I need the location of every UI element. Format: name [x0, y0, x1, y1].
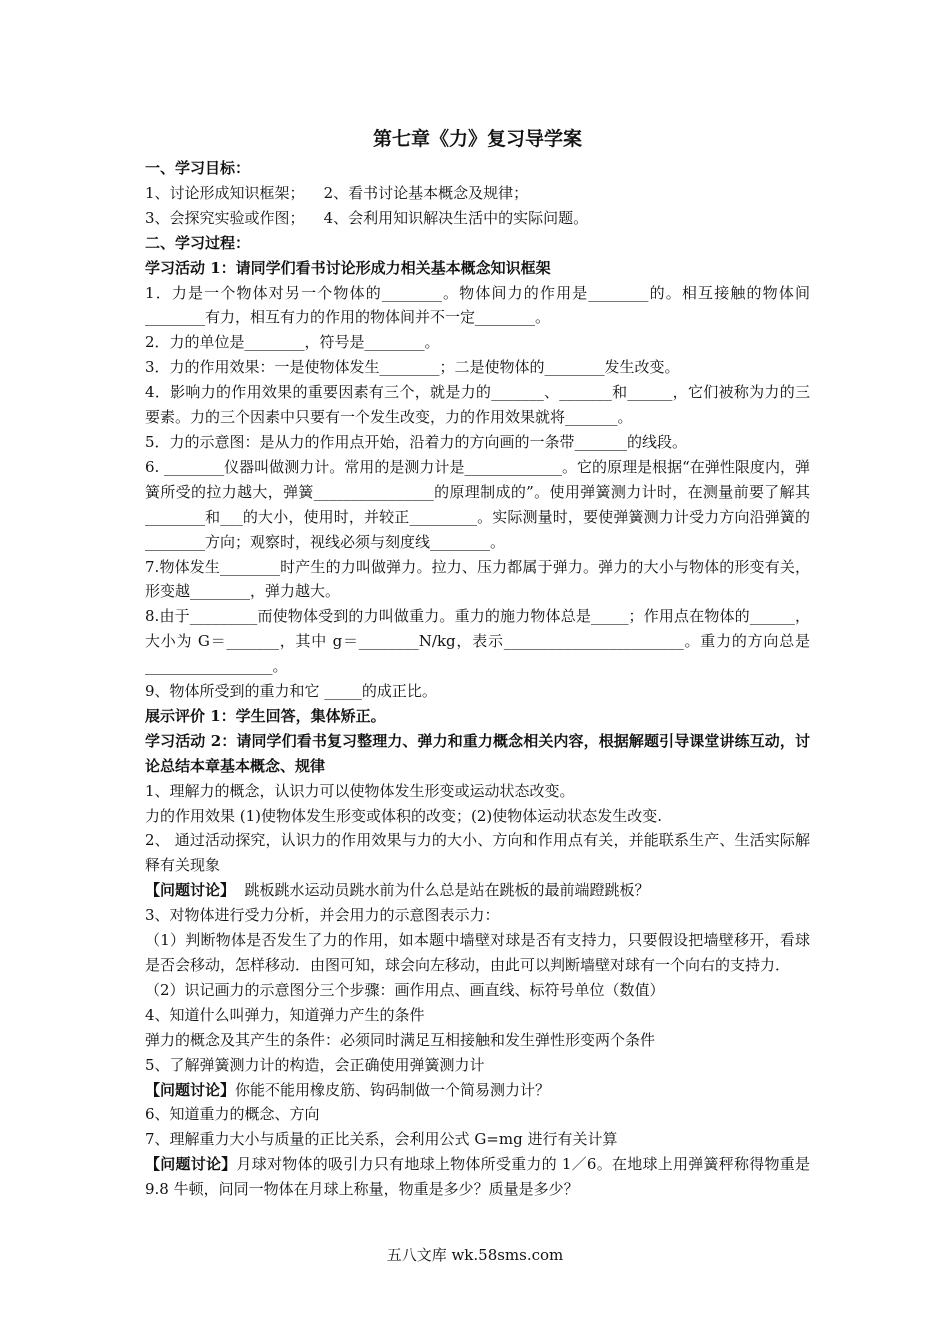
- activity1-item: 1．力是一个物体对另一个物体的________。物体间力的作用是________的。相互接触的物体间________有力，相互有力的作用的物体间并不一定________。: [145, 283, 810, 327]
- activity2-item: 3、对物体进行受力分析，并会用力的示意图表示力：: [145, 906, 500, 925]
- discussion: [145, 1078, 810, 1103]
- activity2-item: 弹力的概念及其产生的条件：必须同时满足互相接触和发生弹性形变两个条件: [145, 1030, 656, 1049]
- activity2-item: （2）识记画力的示意图分三个步骤：画作用点、画直线、标符号单位（数值）: [145, 980, 665, 999]
- discussion-label: 【问题讨论】: [145, 1155, 237, 1174]
- document-page: [145, 126, 810, 1202]
- activity1-item: 4．影响力的作用效果的重要因素有三个，就是力的_______、_______和______，它们被称为力的三要素。力的三个因素中只要有一个发生改变，力的作用效果就将_______。: [145, 383, 810, 427]
- objective-line: 3、会探究实验或作图； 4、会利用知识解决生活中的实际问题。: [145, 208, 589, 227]
- activity2-item: 1、理解力的概念，认识力可以使物体发生形变或运动状态改变。: [145, 781, 575, 800]
- activity2-item: 4、知道什么叫弹力，知道弹力产生的条件: [145, 1005, 425, 1024]
- activity1-item: 9、物体所受到的重力和它 _____的成正比。: [145, 682, 437, 701]
- activity2-item: （1）判断物体是否发生了力的作用，如本题中墙壁对球是否有支持力，只要假设把墙壁移开，看球是否会移动，怎样移动．由图可知，球会向左移动，由此可以判断墙壁对球有一个向右的支持力．: [145, 931, 810, 974]
- discussion-text: 月球对物体的吸引力只有地球上物体所受重力的 1／6。在地球上用弹簧秤称得物重是 9.8 牛顿，问同一物体在月球上称量，物重是多少？质量是多少？: [145, 1155, 810, 1199]
- process-heading: 二、学习过程：: [145, 233, 251, 252]
- activity1-item: 6. ________仪器叫做测力计。常用的是测力计是_____________。它的原理是根据“在弹性限度内，弹簧所受的拉力越大，弹簧________________的原理制成的”。使用弹簧测力计时，在测量前要了解其________和___的大小，使用时，并较正_________。实际测量时，要使弹簧测力计受力方向沿弹簧的________方向；观察时，视线必须与刻度线________。: [145, 457, 810, 551]
- activity1-heading: 学习活动 1：请同学们看书讨论形成力相关基本概念知识框架: [145, 258, 551, 277]
- activity2-item: 5、了解弹簧测力计的构造，会正确使用弹簧测力计: [145, 1055, 485, 1074]
- activity1-item: 3．力的作用效果：一是使物体发生________；二是使物体的________发生改变。: [145, 358, 680, 377]
- activity2-item: 6、知道重力的概念、方向: [145, 1105, 320, 1124]
- objectives-heading: 一、学习目标：: [145, 159, 251, 177]
- activity1-item: 8.由于_________而使物体受到的力叫做重力。重力的施力物体总是_____；作用点在物体的______，大小为 G＝_______，其中 g＝________N/kg，表示________________________。重力的方向总是_________________。: [145, 607, 810, 676]
- activity1-item: 2．力的单位是________，符号是________。: [145, 333, 440, 352]
- discussion-label: 【问题讨论】: [145, 1080, 236, 1099]
- activity1-item: 5．力的示意图：是从力的作用点开始，沿着力的方向画的一条带_______的线段。: [145, 432, 688, 451]
- activity2-item: 7、理解重力大小与质量的正比关系，会利用公式 G=mg 进行有关计算: [145, 1130, 618, 1149]
- objective-line: 1、讨论形成知识框架； 2、看书讨论基本概念及规律；: [145, 183, 529, 202]
- evaluation-heading: 展示评价 1：学生回答，集体矫正。: [145, 706, 386, 725]
- discussion: [145, 878, 810, 903]
- discussion-text: 你能不能用橡皮筋、钩码制做一个简易测力计？: [235, 1080, 551, 1099]
- activity1-item: 7.物体发生________时产生的力叫做弹力。拉力、压力都属于弹力。弹力的大小与物体的形变有关，形变越________，弹力越大。: [145, 557, 810, 601]
- document-title: 第七章《力》复习导学案: [372, 128, 582, 150]
- discussion-label: 【问题讨论】: [145, 881, 236, 900]
- discussion-text: 跳板跳水运动员跳水前为什么总是站在跳板的最前端蹬跳板？: [235, 881, 650, 900]
- activity2-item: 2、 通过活动探究，认识力的作用效果与力的大小、方向和作用点有关，并能联系生产、生活实际解释有关现象: [145, 831, 810, 875]
- activity2-heading: 学习活动 2：请同学们看书复习整理力、弹力和重力概念相关内容，根据解题引导课堂讲练互动，讨论总结本章基本概念、规律: [145, 731, 810, 775]
- page-footer: 五八文库 wk.58sms.com: [386, 1246, 564, 1264]
- activity2-item: 力的作用效果 (1)使物体发生形变或体积的改变；(2)使物体运动状态发生改变.: [145, 806, 663, 825]
- discussion: [145, 1152, 810, 1202]
